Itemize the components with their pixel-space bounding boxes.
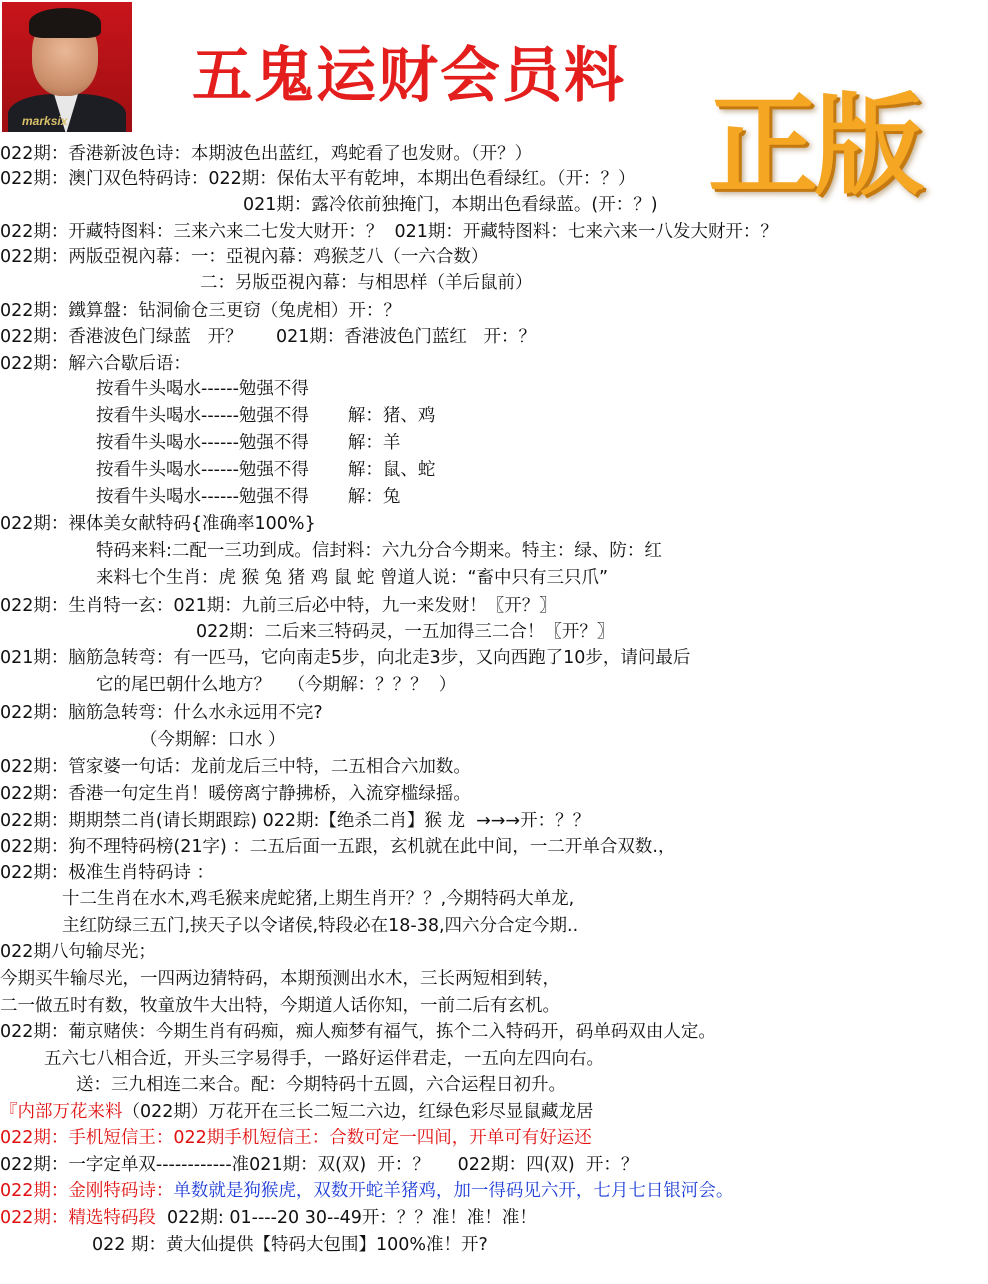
text-line: （今期解：口水 ） [140, 730, 286, 750]
text-line: 022期：金刚特码诗：单数就是狗猴虎，双数开蛇羊猪鸡，加一得码见六开，七月七日银河会。 [0, 1181, 734, 1201]
photo-watermark: marksix [22, 114, 68, 128]
text-line: 主红防绿三五门,挟天子以令诸侯,特段必在18-38,四六分合定今期.. [62, 916, 579, 936]
page-title: 五鬼运财会员料 [192, 41, 626, 111]
text-line: 来料七个生肖：虎 猴 兔 猪 鸡 鼠 蛇 曾道人说：“畜中只有三只爪” [96, 568, 609, 588]
text-line: 022期八句输尽光； [0, 942, 156, 962]
text-line: 022期：精选特码段 022期: 01----20 30--49开：？？准！准！准！ [0, 1208, 537, 1228]
text-line: 022期：二后来三特码灵，一五加得三二合！〖开？〗 [196, 622, 615, 642]
text-line: 022期：裸体美女献特码{准确率100%} [0, 514, 316, 534]
text-line: 按看牛头喝水------勉强不得 解：羊 [96, 433, 401, 453]
text-line: 022期：一字定单双------------准021期：双(双) 开：？ 022期：四(双) 开：？ [0, 1155, 639, 1175]
text-line: 022期：香港新波色诗：本期波色出蓝红，鸡蛇看了也发财。（开？） [0, 144, 533, 164]
text-line: 021期：脑筋急转弯：有一匹马，它向南走5步，向北走3步，又向西跑了10步，请问最后 [0, 648, 691, 668]
text-line: 022期：香港一句定生肖！暖傍离宁静拂桥，入流穿槛绿摇。 [0, 784, 471, 804]
text-line: 『内部万花来料（022期）万花开在三长二短二六边，红绿色彩尽显鼠藏龙居 [0, 1102, 594, 1122]
author-photo [2, 2, 132, 132]
text-line: 022期：狗不理特码榜(21字) ：二五后面一五跟，玄机就在此中间，一二开单合双数.， [0, 837, 676, 857]
text-line: 按看牛头喝水------勉强不得 解：鼠、蛇 [96, 460, 436, 480]
text-line: 按看牛头喝水------勉强不得 解：兔 [96, 487, 401, 507]
text-line: 022期：期期禁二肖(请长期跟踪) 022期:【绝杀二肖】猴 龙 →→→开：？？ [0, 811, 591, 831]
text-line: 送：三九相连二来合。配：今期特码十五圆，六合运程日初升。 [76, 1075, 566, 1095]
text-line: 022期：管家婆一句话：龙前龙后三中特，二五相合六加数。 [0, 757, 471, 777]
text-line: 022期：葡京赌侠：今期生肖有码痴，痴人痴梦有福气，拣个二入特码开，码单码双由人定。 [0, 1022, 716, 1042]
text-line: 它的尾巴朝什么地方？ （今期解：？？？ ） [96, 675, 457, 695]
text-line: 022期：香港波色门绿蓝 开？ 021期：香港波色门蓝红 开：？ [0, 327, 537, 347]
text-line: 022期：脑筋急转弯：什么水永远用不完? [0, 703, 323, 723]
text-line: 二：另版亞視內幕：与相思样（羊后鼠前） [200, 273, 533, 293]
text-line: 022期：两版亞視內幕：一：亞視內幕：鸡猴芝八（一六合数） [0, 247, 489, 267]
text-line: 按看牛头喝水------勉强不得 解：猪、鸡 [96, 406, 436, 426]
text-line: 022期：解六合歇后语： [0, 354, 191, 374]
text-line: 特码来料:二配一三功到成。信封料：六九分合今期来。特主：绿、防：红 [96, 541, 662, 561]
text-line: 二一做五时有数，牧童放牛大出特，今期道人话你知，一前二后有玄机。 [0, 996, 560, 1016]
text-line: 十二生肖在水木,鸡毛猴来虎蛇猪,上期生肖开？？,今期特码大单龙, [62, 889, 575, 909]
text-line: 021期：露冷依前独掩门，本期出色看绿蓝。(开：？) [243, 195, 658, 215]
text-line: 按看牛头喝水------勉强不得 [96, 379, 309, 399]
text-line: 022期：手机短信王：022期手机短信王：合数可定一四间，开单可有好运还 [0, 1128, 592, 1148]
authentic-stamp: 正版 [708, 81, 920, 210]
text-line: 022 期：黄大仙提供【特码大包围】100%准！开? [92, 1235, 488, 1255]
photo-hair [29, 8, 101, 38]
text-line: 五六七八相合近，开头三字易得手，一路好运伴君走，一五向左四向右。 [44, 1049, 604, 1069]
text-line: 022期：澳门双色特码诗：022期：保佑太平有乾坤，本期出色看绿红。（开：？） [0, 169, 636, 189]
text-line: 022期：开藏特图料：三来六来二七发大财开：？ 021期：开藏特图料：七来六来一八发大财开：？ [0, 222, 778, 242]
text-line: 022期：生肖特一玄：021期：九前三后必中特，九一来发财！〖开？〗 [0, 596, 557, 616]
text-line: 022期：鐵算盤：钻洞偷仓三更窃（兔虎相）开：？ [0, 301, 401, 321]
text-line: 022期：极准生肖特码诗 ： [0, 863, 214, 883]
text-line: 今期买牛输尽光，一四两边猜特码，本期预测出水木，三长两短相到转， [0, 969, 560, 989]
